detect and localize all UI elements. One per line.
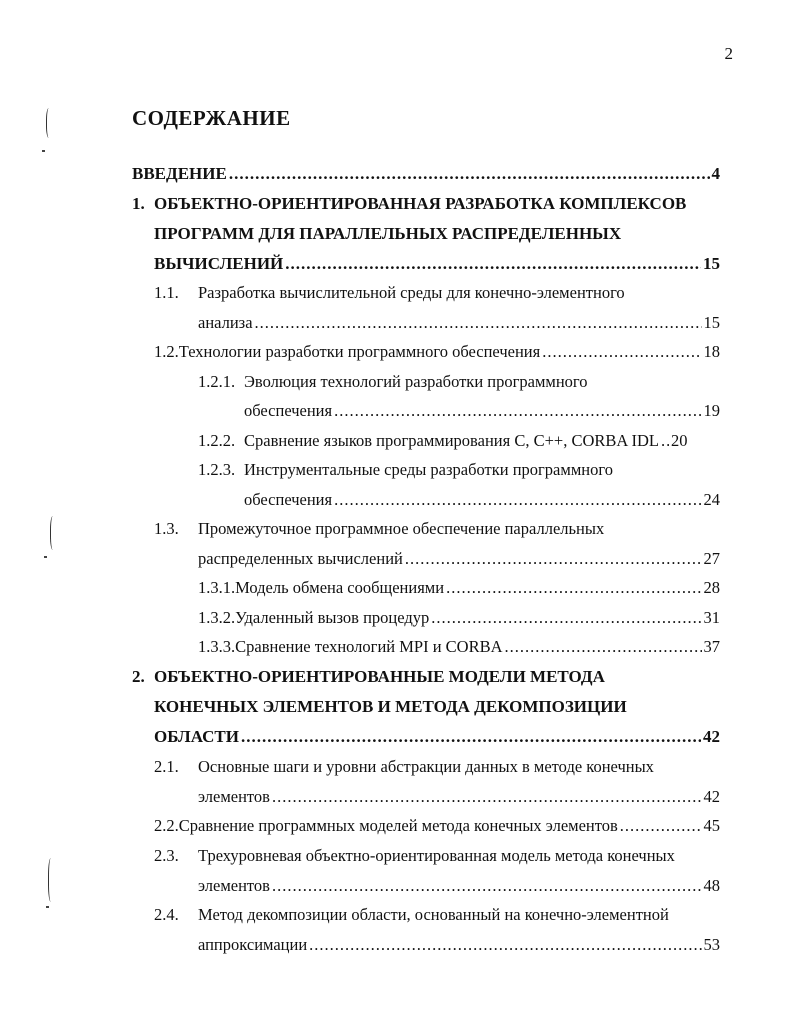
toc-entry-text: Сравнение технологий MPI и CORBA — [235, 637, 503, 656]
toc-entry-number: 1. — [132, 194, 145, 213]
toc-entry-text: ОБЪЕКТНО-ОРИЕНТИРОВАННЫЕ МОДЕЛИ МЕТОДА — [154, 667, 605, 686]
toc-entry-text: ВЫЧИСЛЕНИЙ — [154, 254, 284, 273]
leader-dots — [334, 401, 701, 421]
toc-entry-1-2-3-end[interactable] — [244, 490, 720, 514]
toc-entry-page: 19 — [703, 401, 720, 420]
toc-entry-page: 27 — [703, 549, 720, 568]
toc-entry-1-2-1-end[interactable] — [244, 401, 720, 425]
toc-entry-text: Сравнение программных моделей метода конечных элементов — [178, 816, 618, 835]
scan-artifact-mark — [46, 108, 53, 138]
leader-dots — [661, 431, 669, 451]
toc-entry-2-1-end[interactable] — [198, 787, 720, 811]
leader-dots — [620, 816, 702, 836]
leader-dots — [446, 578, 701, 598]
toc-entry-2-3[interactable] — [154, 846, 720, 870]
leader-dots — [542, 342, 701, 362]
toc-entry-page: 53 — [703, 935, 720, 954]
toc-entry-text: распределенных вычислений — [198, 549, 403, 568]
toc-entry-number: 1.2.3. — [198, 460, 236, 479]
leader-dots — [255, 313, 702, 333]
toc-entry-text: Эволюция технологий разработки программного — [244, 372, 588, 391]
toc-entry-text: Технологии разработки программного обеспечения — [178, 342, 541, 361]
toc-entry-1-2[interactable] — [154, 342, 720, 366]
leader-dots — [405, 549, 702, 569]
toc-entry-number: 2.4. — [154, 905, 179, 924]
toc-entry-chapter-2-end[interactable] — [154, 727, 720, 751]
toc-entry-1-3-1[interactable] — [198, 578, 720, 602]
toc-entry-text: Трехуровневая объектно-ориентированная модель метода конечных — [198, 846, 675, 865]
toc-entry-number: 2.1. — [154, 757, 179, 776]
toc-entry-number: 1.3.1. — [198, 578, 236, 597]
scan-artifact-mark — [50, 516, 57, 550]
toc-entry-2-4-end[interactable] — [198, 935, 720, 959]
toc-entry-2-1[interactable] — [154, 757, 720, 781]
scan-artifact-speck — [42, 150, 45, 152]
toc-entry-introduction[interactable] — [132, 164, 720, 188]
toc-entry-text: ОБЪЕКТНО-ОРИЕНТИРОВАННАЯ РАЗРАБОТКА КОМПЛЕКСОВ — [154, 194, 687, 213]
toc-entry-page: 37 — [703, 637, 720, 656]
toc-entry-text: ОБЛАСТИ — [154, 727, 239, 746]
toc-entry-text: Разработка вычислительной среды для конечно-элементного — [198, 283, 625, 302]
toc-entry-text: Промежуточное программное обеспечение параллельных — [198, 519, 605, 538]
toc-entry-text: Удаленный вызов процедур — [235, 608, 430, 627]
toc-entry-text: обеспечения — [244, 401, 333, 420]
leader-dots — [505, 637, 702, 657]
toc-entry-page: 48 — [703, 876, 720, 895]
toc-entry-text: обеспечения — [244, 490, 333, 509]
toc-entry-number: 1.3.3. — [198, 637, 236, 656]
toc-entry-text: ПРОГРАММ ДЛЯ ПАРАЛЛЕЛЬНЫХ РАСПРЕДЕЛЕННЫХ — [154, 224, 622, 243]
page-number: 2 — [724, 44, 733, 63]
leader-dots — [272, 876, 702, 896]
toc-entry-2-4[interactable] — [154, 905, 720, 929]
toc-entry-page: 28 — [703, 578, 720, 597]
toc-entry-chapter-2-cont — [154, 697, 720, 721]
leader-dots — [334, 490, 701, 510]
toc-entry-number: 1.2.1. — [198, 372, 236, 391]
toc-entry-text: анализа — [198, 313, 253, 332]
toc-entry-1-3[interactable] — [154, 519, 720, 543]
toc-entry-page: 24 — [703, 490, 720, 509]
toc-entry-2-2[interactable] — [154, 816, 720, 840]
toc-entry-number: 1.3. — [154, 519, 179, 538]
toc-entry-page: 15 — [703, 313, 720, 332]
toc-entry-number: 2. — [132, 667, 145, 686]
toc-entry-text: элементов — [198, 787, 270, 806]
toc-entry-number: 2.2. — [154, 816, 179, 835]
toc-entry-number: 1.2. — [154, 342, 179, 361]
scan-artifact-speck — [44, 556, 47, 558]
toc-entry-number: 2.3. — [154, 846, 179, 865]
leader-dots — [285, 254, 701, 274]
toc-entry-text: Сравнение языков программирования C, C++, CORBA IDL — [244, 431, 659, 450]
toc-entry-1-1[interactable] — [154, 283, 720, 307]
leader-dots — [241, 727, 701, 747]
toc-title: СОДЕРЖАНИЕ — [132, 106, 291, 130]
toc-entry-text: Метод декомпозиции области, основанный на конечно-элементной — [198, 905, 669, 924]
toc-entry-text: элементов — [198, 876, 270, 895]
toc-entry-number: 1.3.2. — [198, 608, 236, 627]
toc-entry-page: 4 — [711, 164, 720, 183]
toc-entry-1-3-end[interactable] — [198, 549, 720, 573]
toc-entry-1-2-2[interactable] — [198, 431, 720, 455]
leader-dots — [272, 787, 702, 807]
toc-entry-page: 45 — [703, 816, 720, 835]
toc-entry-page: 42 — [703, 787, 720, 806]
toc-entry-number: 1.1. — [154, 283, 179, 302]
toc-entry-1-3-3[interactable] — [198, 637, 720, 661]
leader-dots — [309, 935, 701, 955]
toc-entry-text: КОНЕЧНЫХ ЭЛЕМЕНТОВ И МЕТОДА ДЕКОМПОЗИЦИИ — [154, 697, 627, 716]
toc-entry-page: 18 — [703, 342, 720, 361]
toc-entry-text: ВВЕДЕНИЕ — [132, 164, 227, 183]
scan-artifact-mark — [48, 858, 55, 902]
toc-entry-page: 31 — [703, 608, 720, 627]
toc-entry-text: аппроксимации — [198, 935, 308, 954]
toc-entry-1-2-1[interactable] — [198, 372, 720, 396]
toc-entry-page: 42 — [703, 727, 720, 746]
toc-entry-page: 15 — [703, 254, 720, 273]
scan-artifact-speck — [46, 906, 49, 908]
toc-entry-chapter-1-cont — [154, 224, 714, 248]
leader-dots — [229, 164, 710, 184]
toc-entry-chapter-1[interactable] — [132, 194, 732, 218]
toc-entry-chapter-2[interactable] — [132, 667, 722, 691]
leader-dots — [431, 608, 701, 628]
toc-entry-1-1-end[interactable] — [198, 313, 720, 337]
toc-entry-1-3-2[interactable] — [198, 608, 720, 632]
toc-entry-1-2-3[interactable] — [198, 460, 720, 484]
toc-entry-2-3-end[interactable] — [198, 876, 720, 900]
toc-entry-page: 20 — [671, 431, 688, 450]
toc-entry-text: Модель обмена сообщениями — [235, 578, 445, 597]
toc-entry-number: 1.2.2. — [198, 431, 236, 450]
toc-entry-text: Основные шаги и уровни абстракции данных в методе конечных — [198, 757, 654, 776]
toc-entry-chapter-1-end[interactable] — [154, 254, 720, 278]
toc-entry-text: Инструментальные среды разработки программного — [244, 460, 613, 479]
